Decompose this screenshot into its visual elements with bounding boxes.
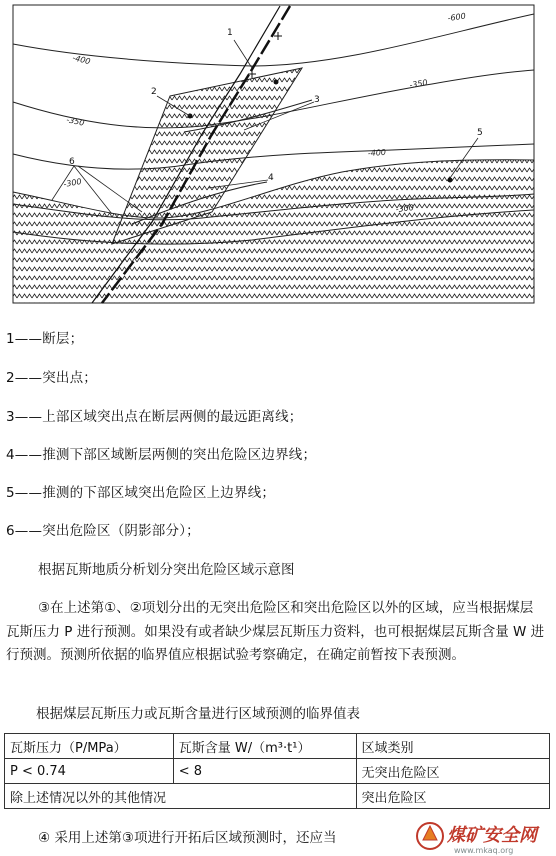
contour-label: -300: [62, 176, 83, 189]
outburst-point: [274, 80, 279, 85]
callout-number: 2: [151, 87, 157, 97]
contour-label: -300: [395, 203, 415, 214]
contour-label: -350: [65, 115, 86, 128]
svg-text:煤矿安全网: 煤矿安全网: [447, 825, 537, 846]
callout-number: 3: [314, 95, 320, 105]
paragraph-text: ③在上述第①、②项划分出的无突出危险区和突出危险区以外的区域，应当根据煤层瓦斯压力 P 进行预测。如果没有或者缺少煤层瓦斯压力资料，也可根据煤层瓦斯含量 W 进行预测。预测所依据的临界值应根据试验考察确定，在确定前暂按下表预测。: [6, 600, 545, 663]
legend-item-line-5: 5——推测的下部区域突出危险区上边界线；: [6, 485, 276, 501]
diagram-svg: [12, 4, 535, 304]
legend-item-line-3: 3——上部区域突出点在断层两侧的最远距离线；: [6, 409, 303, 425]
table-header-cell: 区域类别: [356, 734, 549, 759]
table-cell: P < 0.74: [5, 759, 174, 784]
table-cell: 无突出危险区: [356, 759, 549, 784]
table-title: 根据煤层瓦斯压力或瓦斯含量进行区域预测的临界值表: [36, 706, 360, 722]
table-row: [5, 784, 550, 809]
legend-item-line-4: 4——推测下部区域断层两侧的突出危险区边界线；: [6, 447, 317, 463]
contour-label: -600: [447, 11, 467, 23]
legend-item-outburst-point: 2——突出点；: [6, 370, 97, 386]
site-watermark-logo: [414, 816, 554, 856]
contour-label: -400: [367, 147, 387, 158]
table-header-cell: 瓦斯含量 W/（m³·t¹）: [173, 734, 356, 759]
criteria-table: [4, 733, 550, 809]
watermark-svg: [414, 816, 554, 856]
outburst-point: [448, 178, 453, 183]
callout-number: 4: [268, 173, 274, 183]
table-header-cell: 瓦斯压力（P/MPa）: [5, 734, 174, 759]
table-header-row: [5, 734, 550, 759]
table-row: [5, 759, 550, 784]
table-cell: 突出危险区: [356, 784, 549, 809]
contour-label: -400: [71, 53, 92, 67]
table-cell: 除上述情况以外的其他情况: [5, 784, 357, 809]
callout-number: 1: [227, 28, 233, 38]
svg-text:www.mkaq.org: www.mkaq.org: [454, 846, 514, 855]
gas-geology-diagram: [12, 4, 535, 304]
figure-caption: 根据瓦斯地质分析划分突出危险区域示意图: [38, 562, 295, 578]
body-paragraph: [6, 597, 546, 668]
truncated-paragraph: ④ 采用上述第③项进行开拓后区域预测时，还应当: [38, 830, 337, 846]
legend-item-hazard-zone: 6——突出危险区（阴影部分）；: [6, 523, 200, 539]
contour-label: -350: [408, 77, 429, 90]
callout-number: 6: [69, 157, 75, 167]
callout-number: 5: [477, 128, 483, 138]
table-cell: < 8: [173, 759, 356, 784]
legend-item-fault: 1——断层；: [6, 331, 84, 347]
